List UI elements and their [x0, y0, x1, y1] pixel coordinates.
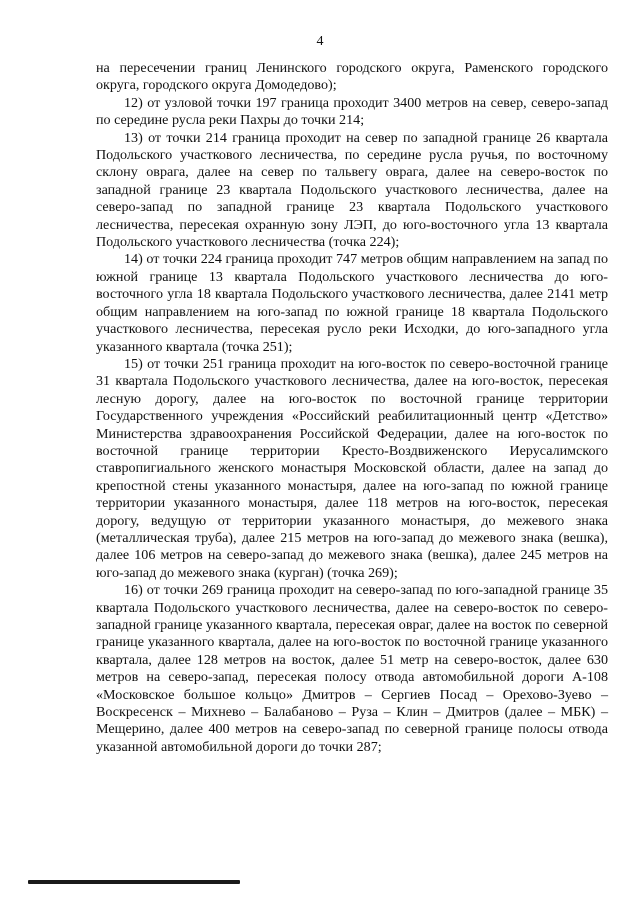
document-body: [96, 60, 608, 756]
paragraph-item-15: 15) от точки 251 граница проходит на юго-восток по северо-восточной границе 31 квартала Подольского участкового лесничества, далее на юго-восток, пересекая лесную дорогу, далее на юго-восток по восточной границе территории Государственного учреждения «Российский реабилитационный центр «Детство» Министерства здравоохранения Российской Федерации, далее на юго-восток по восточной границе территории Кресто-Воздвиженского Иерусалимского ставропигиального женского монастыря Московской области, далее на запад до крепостной стены указанного монастыря, далее на юго-запад по южной границе территории указанного монастыря, далее 118 метров на юго-восток, пересекая дорогу, ведущую от территории указанного монастыря, до межевого знака (металлическая труба), далее 215 метров на юго-запад до межевого знака (вешка), далее 106 метров на северо-запад до межевого знака (вешка), далее 245 метров на юго-запад до межевого знака (курган) (точка 269);: [96, 355, 608, 581]
paragraph-item-16: 16) от точки 269 граница проходит на северо-запад по юго-западной границе 35 квартала Подольского участкового лесничества, далее на северо-восток по северо-западной границе указанного квартала, пересекая овраг, далее на восток по северной границе указанного квартала, далее на юго-восток по восточной границе указанного квартала, далее 128 метров на восток, далее 51 метр на северо-восток, далее 630 метров на северо-запад, пересекая полосу отвода автомобильной дороги А-108 «Московское большое кольцо» Дмитров – Сергиев Посад – Орехово-Зуево – Воскресенск – Михнево – Балабаново – Руза – Клин – Дмитров (далее – МБК) – Мещерино, далее 400 метров на северо-запад по северной границе полосы отвода указанной автомобильной дороги до точки 287;: [96, 582, 608, 755]
footer-scan-line: [28, 880, 240, 884]
paragraph-continuation: на пересечении границ Ленинского городского округа, Раменского городского округа, городского округа Домодедово);: [96, 60, 608, 94]
paragraph-item-13: 13) от точки 214 граница проходит на север по западной границе 26 квартала Подольского участкового лесничества, по середине русла ручья, по восточному склону оврага, далее на север по тальвегу оврага, далее на северо-восток по западной границе 23 квартала Подольского участкового лесничества, далее на северо-запад по западной границе 23 квартала Подольского участкового лесничества, пересекая охранную зону ЛЭП, до юго-восточного угла 13 квартала Подольского участкового лесничества (точка 224);: [96, 129, 608, 251]
paragraph-item-12: 12) от узловой точки 197 граница проходит 3400 метров на север, северо-запад по середине русла реки Пахры до точки 214;: [96, 94, 608, 129]
paragraph-item-14: 14) от точки 224 граница проходит 747 метров общим направлением на запад по южной границе 13 квартала Подольского участкового лесничества до юго-восточного угла 18 квартала Подольского участкового лесничества, далее 2141 метр общим направлением на юго-запад по южной границе 18 квартала Подольского участкового лесничества, пересекая русло реки Исходки, до юго-западного угла указанного квартала (точка 251);: [96, 251, 608, 355]
page-number: 4: [316, 34, 324, 49]
